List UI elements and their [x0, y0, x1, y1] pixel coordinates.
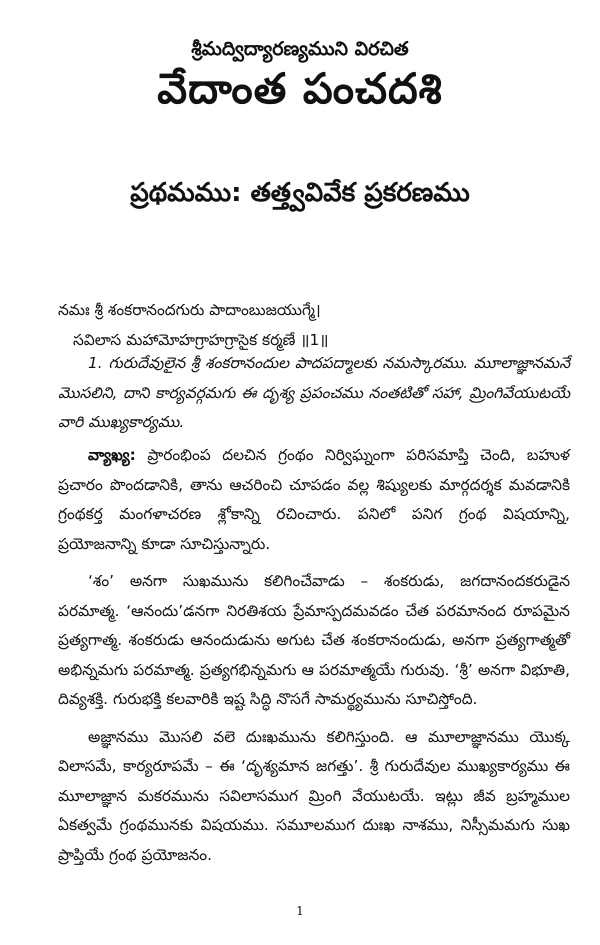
- chapter-title: ప్రథమము: తత్త్వవివేక ప్రకరణము: [130, 178, 470, 208]
- commentary-section: [58, 441, 570, 870]
- verse-block: [58, 296, 570, 355]
- verse-line-2: సవిలాస మహామోహగ్రాహగ్రాసైక కర్మణే ॥1॥: [73, 330, 329, 349]
- author-subtitle: శ్రీమద్విద్యారణ్యముని విరచిత: [191, 38, 409, 60]
- commentary-text-1: ప్రారంభింప దలచిన గ్రంథం నిర్విఘ్నంగా పరిసమాప్తి చెంది, బహుళ ప్రచారం పొందడానికి, తాను ఆచరించి చూపడం వల్ల శిష్యులకు మార్గదర్శక మవడానికి గ్రంథకర్త మంగళాచరణ శ్లోకాన్ని రచించారు. పనిలో పనిగ గ్రంథ విషయాన్ని, ప్రయోజనాన్ని కూడా సూచిస్తున్నారు.: [58, 446, 570, 553]
- meaning-text: 1. గురుదేవులైన శ్రీ శంకరానందుల పాదపద్మాలకు నమస్కారము. మూలాజ్ఞానమనే మొసలిని, దాని కార్యవర్గమగు ఈ దృశ్య ప్రపంచము నంతటితో సహా, మ్రింగివేయుటయే వారి ముఖ్యకార్యము.: [58, 354, 570, 431]
- commentary-paragraph-2: ‘శం’ అనగా సుఖమును కలిగించేవాడు – శంకరుడు, జగదానందకరుడైన పరమాత్మ. ‘ఆనందు’డనగా నిరతిశయ ప్రేమాస్పదమవడం చేత పరమానంద రూపమైన ప్రత్యగాత్మ. శంకరుడు ఆనందుడును అగుట చేత శంకరానందుడు, అనగా ప్రత్యగాత్మతో అభిన్నమగు పరమాత్మ. ప్రత్యగభిన్నమగు ఆ పరమాత్మయే గురువు. ‘శ్రీ’ అనగా విభూతి, దివ్యశక్తి. గురుభక్తి కలవారికి ఇష్ట సిద్ధి నొసగే సామర్థ్యమును సూచిస్తోంది.: [58, 572, 570, 708]
- verse-line-1: నమః శ్రీ శంకరానందగురు పాదాంబుజయుగ్మే।: [58, 301, 321, 319]
- page-number: 1: [296, 904, 304, 918]
- commentary-paragraph-3: అజ్ఞానము మొసలి వలె దుఃఖమును కలిగిస్తుంది. ఆ మూలాజ్ఞానము యొక్క విలాసమే, కార్యరూపమే – ఈ ‘దృశ్యమాన జగత్తు’. శ్రీ గురుదేవుల ముఖ్యకార్యము ఈ మూలాజ్ఞాన మకరమును సవిలాసముగ మ్రింగి వేయుటయే. ఇట్లు జీవ బ్రహ్మముల ఏకత్వమే గ్రంథమునకు విషయము. సమూలముగ దుఃఖ నాశము, నిస్సీమమగు సుఖ ప్రాప్తియే గ్రంథ ప్రయోజనం.: [58, 727, 570, 864]
- commentary-label: వ్యాఖ్య:: [88, 446, 136, 464]
- commentary-paragraph-1: [58, 441, 570, 559]
- verse-meaning: [58, 349, 570, 438]
- book-title: వేదాంత పంచదశి: [157, 64, 443, 113]
